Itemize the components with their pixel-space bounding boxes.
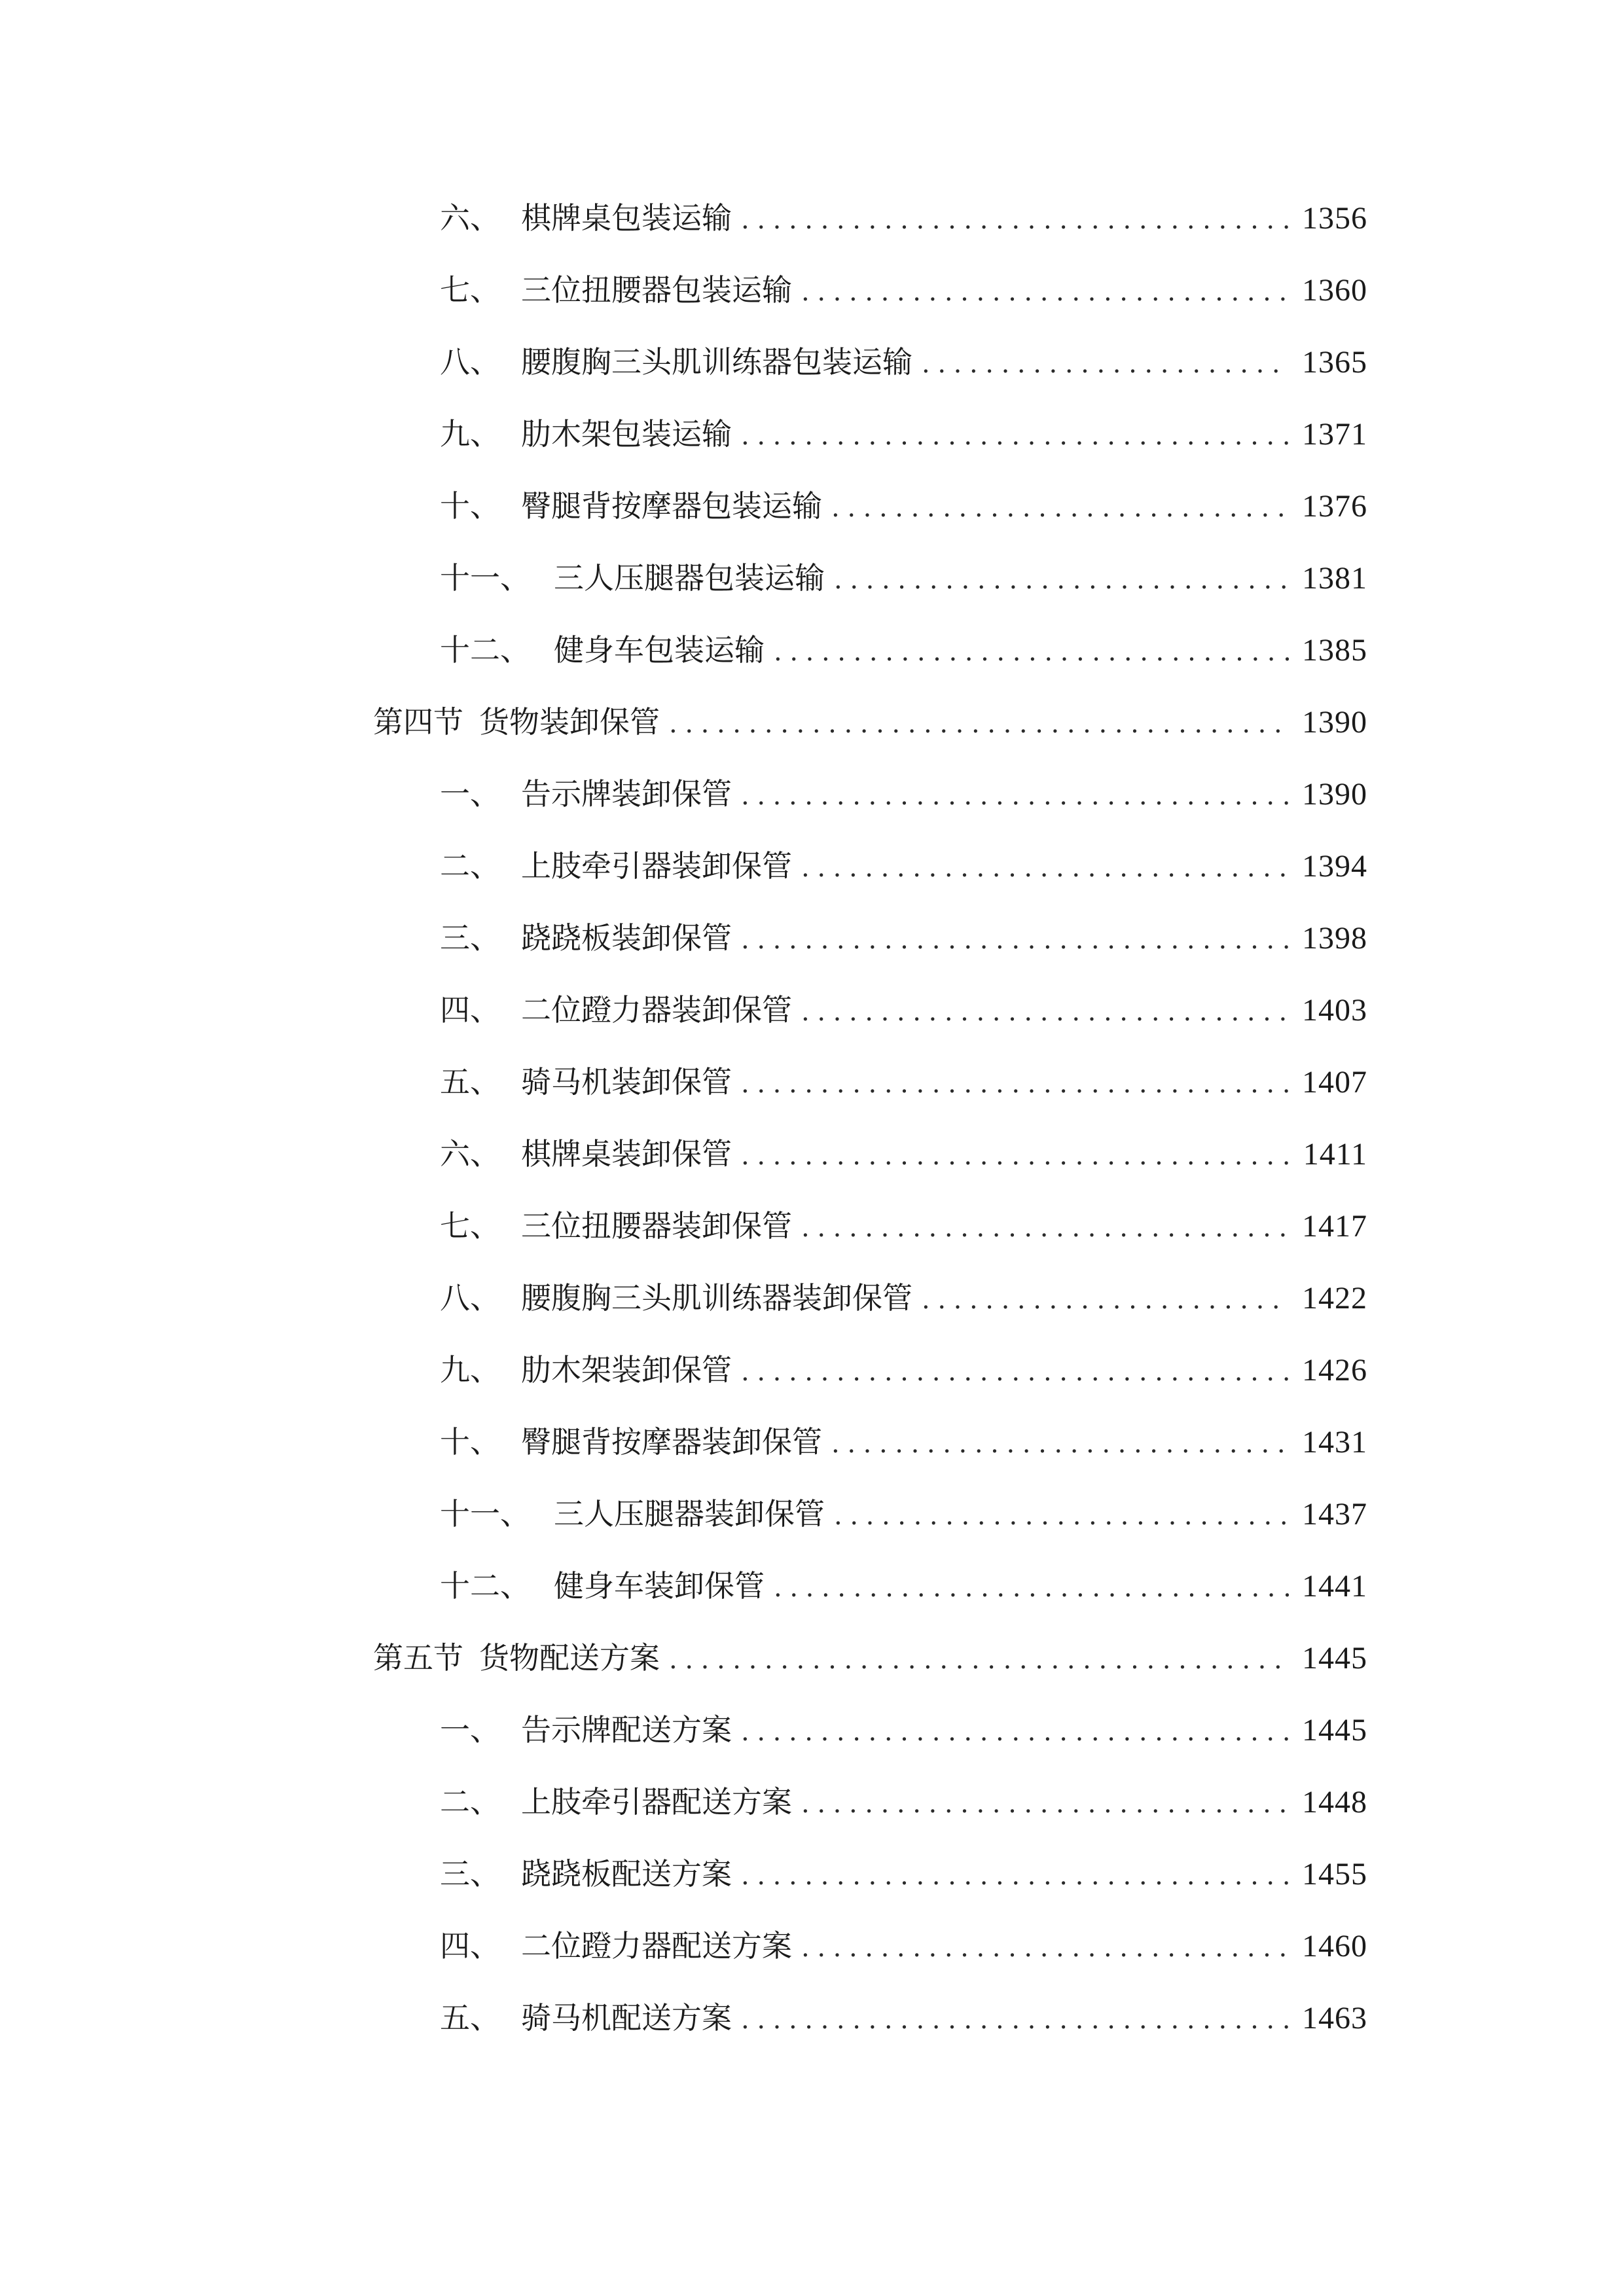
toc-entry-page: 1460 xyxy=(1302,1929,1367,1964)
toc-entry-marker: 十一、 xyxy=(440,560,530,596)
toc-entry-title: 三人压腿器装卸保管 xyxy=(554,1496,825,1532)
toc-entry-marker: 一、 xyxy=(440,776,500,812)
toc-entry-title: 三位扭腰器装卸保管 xyxy=(521,1208,792,1244)
toc-leader-dots xyxy=(831,478,1289,537)
toc-entry-title: 三人压腿器包装运输 xyxy=(554,560,825,596)
toc-leader-dots xyxy=(669,1630,1289,1689)
toc-entry-title: 二位蹬力器配送方案 xyxy=(521,1928,792,1964)
toc-leader-dots xyxy=(831,1414,1289,1473)
toc-entry-marker: 三、 xyxy=(440,1856,500,1892)
toc-leader-dots xyxy=(741,406,1289,465)
toc-entry-page: 1371 xyxy=(1302,417,1367,452)
toc-entry[interactable] xyxy=(0,332,1624,391)
toc-leader-dots xyxy=(834,550,1289,609)
toc-section-title: 货物装卸保管 xyxy=(479,704,660,740)
toc-leader-dots xyxy=(669,694,1289,753)
toc-entry-title: 棋牌桌装卸保管 xyxy=(521,1136,732,1172)
toc-entry-title: 健身车装卸保管 xyxy=(554,1568,765,1604)
toc-entry-title: 臀腿背按摩器包装运输 xyxy=(521,488,822,524)
toc-entry-page: 1403 xyxy=(1302,993,1367,1028)
toc-entry[interactable] xyxy=(0,1484,1624,1543)
toc-entry-marker: 八、 xyxy=(440,1280,500,1316)
toc-entry-marker: 四、 xyxy=(440,1928,500,1964)
toc-entry[interactable] xyxy=(0,1196,1624,1255)
toc-leader-dots xyxy=(741,190,1289,249)
toc-entry[interactable] xyxy=(0,1556,1624,1615)
toc-entry[interactable] xyxy=(0,836,1624,895)
toc-entry-marker: 十、 xyxy=(440,1424,500,1460)
toc-entry[interactable] xyxy=(0,764,1624,823)
toc-entry-page: 1437 xyxy=(1302,1497,1367,1532)
toc-entry-page: 1365 xyxy=(1302,345,1367,380)
toc-leader-dots xyxy=(741,1342,1289,1401)
toc-entry-marker: 十、 xyxy=(440,488,500,524)
toc-section-title: 货物配送方案 xyxy=(479,1640,660,1676)
toc-entry[interactable] xyxy=(0,620,1624,679)
toc-entry-page: 1448 xyxy=(1302,1785,1367,1820)
toc-entry-page: 1422 xyxy=(1302,1281,1367,1316)
toc-entry-title: 肋木架装卸保管 xyxy=(521,1352,732,1388)
toc-entry-page: 1360 xyxy=(1302,273,1367,308)
toc-entry-page: 1385 xyxy=(1302,633,1367,668)
toc-entry-marker: 七、 xyxy=(440,1208,500,1244)
toc-leader-dots xyxy=(774,1558,1289,1617)
toc-entry[interactable] xyxy=(0,980,1624,1039)
toc-entry-title: 臀腿背按摩器装卸保管 xyxy=(521,1424,822,1460)
toc-entry-marker: 十二、 xyxy=(440,632,530,668)
toc-leader-dots xyxy=(741,1990,1289,2049)
toc-entry-marker: 五、 xyxy=(440,2000,500,2036)
toc-entry[interactable] xyxy=(0,1268,1624,1327)
toc-entry-title: 上肢牵引器装卸保管 xyxy=(521,848,792,884)
toc-entry-title: 二位蹬力器装卸保管 xyxy=(521,992,792,1028)
toc-entry[interactable] xyxy=(0,548,1624,607)
toc-entry-marker: 一、 xyxy=(440,1712,500,1748)
toc-entry-page: 1417 xyxy=(1302,1209,1367,1244)
toc-entry-page: 1398 xyxy=(1302,921,1367,956)
toc-entry-title: 骑马机配送方案 xyxy=(521,2000,732,2036)
toc-entry[interactable] xyxy=(0,1124,1624,1183)
toc-entry-title: 告示牌配送方案 xyxy=(521,1712,732,1748)
toc-entry-marker: 六、 xyxy=(440,1136,500,1172)
toc-entry-page: 1411 xyxy=(1303,1137,1367,1172)
toc-entry-page: 1381 xyxy=(1302,561,1367,596)
toc-leader-dots xyxy=(922,334,1289,393)
toc-entry-marker: 十一、 xyxy=(440,1496,530,1532)
toc-leader-dots xyxy=(801,982,1289,1041)
toc-entry[interactable] xyxy=(0,908,1624,967)
toc-entry[interactable] xyxy=(0,1772,1624,1831)
toc-entry-page: 1455 xyxy=(1302,1857,1367,1892)
toc-leader-dots xyxy=(801,1918,1289,1977)
toc-leader-dots xyxy=(741,1702,1289,1761)
toc-entry-marker: 九、 xyxy=(440,1352,500,1388)
toc-entry[interactable] xyxy=(0,1916,1624,1975)
toc-entry-title: 跷跷板配送方案 xyxy=(521,1856,732,1892)
toc-leader-dots xyxy=(741,766,1289,825)
toc-section-entry[interactable] xyxy=(0,692,1624,751)
toc-section-marker: 第五节 xyxy=(373,1640,463,1676)
toc-entry-marker: 十二、 xyxy=(440,1568,530,1604)
toc-entry-page: 1390 xyxy=(1302,705,1367,740)
toc-section-marker: 第四节 xyxy=(373,704,463,740)
toc-entry-page: 1407 xyxy=(1302,1065,1367,1100)
toc-leader-dots xyxy=(801,1774,1289,1833)
toc-leader-dots xyxy=(741,1846,1289,1905)
toc-entry[interactable] xyxy=(0,1052,1624,1111)
toc-entry[interactable] xyxy=(0,404,1624,463)
toc-entry-marker: 四、 xyxy=(440,992,500,1028)
toc-entry-title: 肋木架包装运输 xyxy=(521,416,732,452)
toc-entry-page: 1426 xyxy=(1302,1353,1367,1388)
toc-entry[interactable] xyxy=(0,1844,1624,1903)
toc-entry[interactable] xyxy=(0,1988,1624,2047)
toc-entry-title: 腰腹胸三头肌训练器装卸保管 xyxy=(521,1280,912,1316)
toc-leader-dots xyxy=(922,1270,1289,1329)
toc-leader-dots xyxy=(801,838,1289,897)
toc-leader-dots xyxy=(801,1198,1289,1257)
toc-entry[interactable] xyxy=(0,260,1624,319)
toc-entry-marker: 六、 xyxy=(440,200,500,236)
toc-entry-marker: 七、 xyxy=(440,272,500,308)
toc-entry-title: 腰腹胸三头肌训练器包装运输 xyxy=(521,344,912,380)
toc-leader-dots xyxy=(774,622,1289,681)
toc-leader-dots xyxy=(741,910,1289,969)
toc-entry-title: 健身车包装运输 xyxy=(554,632,765,668)
toc-section-entry[interactable] xyxy=(0,1628,1624,1687)
toc-entry-marker: 三、 xyxy=(440,920,500,956)
toc-leader-dots xyxy=(801,262,1289,321)
toc-entry-page: 1394 xyxy=(1302,849,1367,884)
toc-entry-page: 1441 xyxy=(1302,1569,1367,1604)
toc-entry-marker: 九、 xyxy=(440,416,500,452)
toc-entry-title: 跷跷板装卸保管 xyxy=(521,920,732,956)
toc-entry-page: 1356 xyxy=(1302,201,1367,236)
toc-entry-title: 三位扭腰器包装运输 xyxy=(521,272,792,308)
toc-leader-dots xyxy=(741,1126,1290,1185)
toc-entry-page: 1376 xyxy=(1302,489,1367,524)
toc-entry-marker: 二、 xyxy=(440,1784,500,1820)
toc-entry[interactable] xyxy=(0,476,1624,535)
toc-entry[interactable] xyxy=(0,188,1624,247)
toc-entry[interactable] xyxy=(0,1412,1624,1471)
toc-entry-marker: 二、 xyxy=(440,848,500,884)
toc-entry-page: 1390 xyxy=(1302,777,1367,812)
toc-entry-page: 1445 xyxy=(1302,1713,1367,1748)
toc-entry-page: 1445 xyxy=(1302,1641,1367,1676)
toc-entry-marker: 八、 xyxy=(440,344,500,380)
toc-entry[interactable] xyxy=(0,1340,1624,1399)
toc-leader-dots xyxy=(834,1486,1289,1545)
toc-leader-dots xyxy=(741,1054,1289,1113)
toc-entry-title: 告示牌装卸保管 xyxy=(521,776,732,812)
toc-entry-marker: 五、 xyxy=(440,1064,500,1100)
toc-entry[interactable] xyxy=(0,1700,1624,1759)
toc-entry-title: 棋牌桌包装运输 xyxy=(521,200,732,236)
toc-entry-title: 骑马机装卸保管 xyxy=(521,1064,732,1100)
toc-entry-title: 上肢牵引器配送方案 xyxy=(521,1784,792,1820)
toc-entry-page: 1463 xyxy=(1302,2001,1367,2036)
toc-entry-page: 1431 xyxy=(1302,1425,1367,1460)
